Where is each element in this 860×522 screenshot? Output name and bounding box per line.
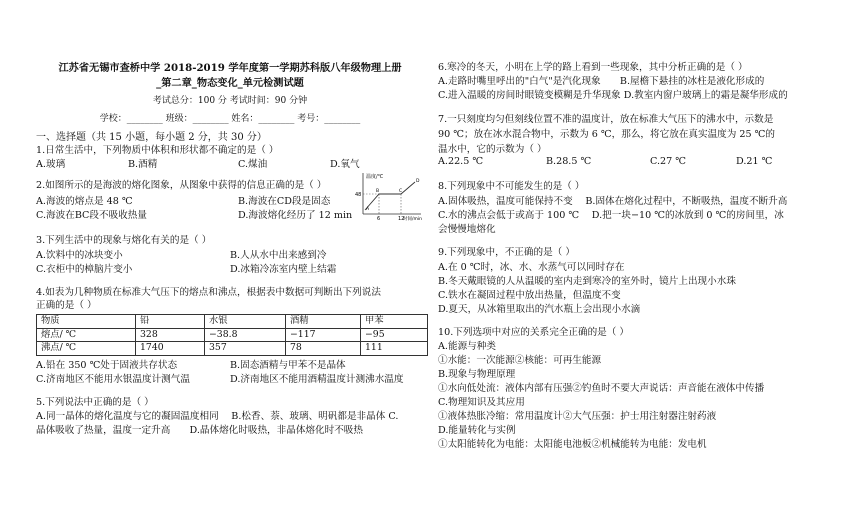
q10-line: ①水向低处流：液体内部有压强②钓鱼时不要大声说话：声音能在液体中传播 [438, 383, 765, 394]
q7-option-b: B.28.5 ℃ [546, 156, 592, 167]
graph-point-a: A [366, 207, 370, 212]
q8-line2: C.水的沸点会低于或高于 100 ℃ D.把一块−10 ℃的冰放到 0 ℃的房间里，冰 [438, 210, 784, 221]
q9-stem: 9.下列现象中，不正确的是（ ） [438, 247, 575, 258]
table-cell: 酒精 [286, 315, 361, 329]
q5-stem: 5.下列说法中正确的是（ ） [36, 397, 154, 408]
q3-option-d: D.冰箱冷冻室内壁上结霜 [230, 264, 337, 275]
q10-line: ①水能：一次能源②核能：可再生能源 [438, 355, 602, 366]
table-cell: −38.8 [205, 328, 286, 342]
q1-option-a: A.玻璃 [36, 159, 66, 170]
table-header-row [37, 315, 428, 329]
q2-stem: 2.如图所示的是海波的熔化图象，从图象中获得的信息正确的是（ ） [36, 180, 327, 191]
q2-option-d: D.海波熔化经历了 12 min [238, 210, 353, 221]
q10-line: C.物理知识及其应用 [438, 397, 525, 408]
q4-option-d: D.济南地区不能用酒精温度计测沸水温度 [230, 374, 404, 385]
table-row [37, 342, 428, 356]
q5-line2: 晶体吸收了热量，温度一定升高 D.晶体熔化时吸热，非晶体熔化时不吸热 [36, 425, 363, 436]
exam-title-line2: _第二章_物态变化_单元检测试题 [156, 77, 304, 89]
exam-title-line1: 江苏省无锡市查桥中学 2018-2019 学年度第一学期苏科版八年级物理上册 [58, 62, 402, 74]
q1-option-b: B.酒精 [128, 159, 158, 170]
q9-option-d: D.夏天，从冰箱里取出的汽水瓶上会出现小水滴 [438, 304, 641, 315]
table-cell: 78 [286, 342, 361, 356]
q10-line: A.能源与种类 [438, 341, 496, 352]
table-cell: 357 [205, 342, 286, 356]
q7-option-a: A.22.5 ℃ [438, 156, 484, 167]
q8-line3: 会慢慢地熔化 [438, 224, 496, 235]
table-cell: −117 [286, 328, 361, 342]
graph-xtick-12: 12 [398, 216, 405, 222]
table-row [37, 328, 428, 342]
table-cell: 熔点/ ℃ [37, 328, 136, 342]
q9-option-c: C.铁水在凝固过程中放出热量，但温度不变 [438, 290, 621, 301]
q6-stem: 6.寒冷的冬天，小明在上学的路上看到一些现象，其中分析正确的是（ ） [438, 62, 748, 73]
q10-line: ①液体热胀冷缩：常用温度计②大气压强：护士用注射器注射药液 [438, 411, 717, 422]
graph-xlabel: 时间/min [403, 217, 423, 222]
table-cell: −95 [361, 328, 428, 342]
q4-table [36, 314, 428, 356]
q9-option-b: B.冬天戴眼镜的人从温暖的室内走到寒冷的室外时，镜片上出现小水珠 [438, 276, 736, 287]
q10-line: D.能量转化与实例 [438, 425, 516, 436]
q10-line: ①太阳能转化为电能：太阳能电池板②机械能转为电能：发电机 [438, 439, 707, 450]
q2-option-c: C.海波在BC段不吸收热量 [36, 210, 147, 221]
q3-stem: 3.下列生活中的现象与熔化有关的是（ ） [36, 235, 212, 246]
graph-point-c: C [399, 189, 403, 194]
q4-stem-line1: 4.如表为几种物质在标准大气压下的熔点和沸点，根据表中数据可判断出下列说法 [36, 287, 381, 298]
q7-line3: 温水中，它的示数为（ ） [438, 144, 547, 155]
graph-xtick-6: 6 [377, 216, 381, 222]
table-cell: 物质 [37, 315, 136, 329]
q3-option-b: B.人从水中出来感到冷 [230, 250, 327, 261]
q7-option-d: D.21 ℃ [736, 156, 773, 167]
q4-option-b: B.固态酒精与甲苯不是晶体 [230, 360, 346, 371]
q7-line1: 7.一只刻度均匀但刻线位置不准的温度计，放在标准大气压下的沸水中，示数是 [438, 114, 774, 125]
table-cell: 甲苯 [361, 315, 428, 329]
table-cell: 111 [361, 342, 428, 356]
exam-fields: 学校：________ 班级：________ 姓名：________ 考号：________ [99, 114, 361, 124]
q6-line1: A.走路时嘴里呼出的"白气"是汽化现象 B.屋檐下悬挂的冰柱是液化形成的 [438, 76, 765, 87]
section-heading: 一、选择题（共 15 小题，每小题 2 分，共 30 分） [36, 132, 267, 143]
q3-option-a: A.饮料中的冰块变小 [36, 250, 123, 261]
graph-point-d: D [416, 179, 420, 184]
q2-option-a: A.海波的熔点是 48 ℃ [36, 196, 133, 207]
q7-line2: 90 ℃；放在冰水混合物中，示数为 6 ℃，那么，将它放在真实温度为 25 ℃的 [438, 129, 775, 140]
graph-point-b: B [376, 189, 380, 194]
graph-ytick: 48 [355, 192, 362, 198]
q4-option-a: A.铅在 350 ℃处于固液共存状态 [36, 360, 178, 371]
table-cell: 水银 [205, 315, 286, 329]
table-cell: 328 [136, 328, 205, 342]
graph-ylabel: 温度/℃ [366, 174, 384, 180]
q4-option-c: C.济南地区不能用水银温度计测气温 [36, 374, 190, 385]
q1-stem: 1.日常生活中，下列物质中体积和形状都不确定的是（ ） [36, 145, 279, 156]
table-cell: 铅 [136, 315, 205, 329]
q5-line1: A.同一晶体的熔化温度与它的凝固温度相同 B.松香、萘、玻璃、明矾都是非晶体 C. [36, 411, 399, 422]
q10-line: B.现象与物理原理 [438, 369, 516, 380]
q7-option-c: C.27 ℃ [650, 156, 687, 167]
q8-line1: A.固体吸热，温度可能保持不变 B.固体在熔化过程中，不断吸热，温度不断升高 [438, 196, 788, 207]
q1-option-d: D.氧气 [330, 159, 360, 170]
q8-stem: 8.下列现象中不可能发生的是（ ） [438, 181, 585, 192]
q9-option-a: A.在 0 ℃时，冰、水、水蒸气可以同时存在 [438, 262, 625, 273]
q6-line2: C.进入温暖的房间时眼镜变模糊是升华现象 D.教室内窗户玻璃上的霜是凝华形成的 [438, 90, 788, 101]
table-cell: 1740 [136, 342, 205, 356]
q4-stem-line2: 正确的是（ ） [36, 300, 97, 311]
q2-option-b: B.海波在CD段是固态 [238, 196, 331, 207]
q10-stem: 10.下列选项中对应的关系完全正确的是（ ） [438, 327, 629, 338]
table-cell: 沸点/ ℃ [37, 342, 136, 356]
q2-melting-graph [355, 170, 425, 222]
q1-option-c: C.煤油 [238, 159, 268, 170]
q3-option-c: C.衣柜中的樟脑片变小 [36, 264, 133, 275]
exam-meta: 考试总分：100 分 考试时间：90 分钟 [152, 96, 308, 106]
